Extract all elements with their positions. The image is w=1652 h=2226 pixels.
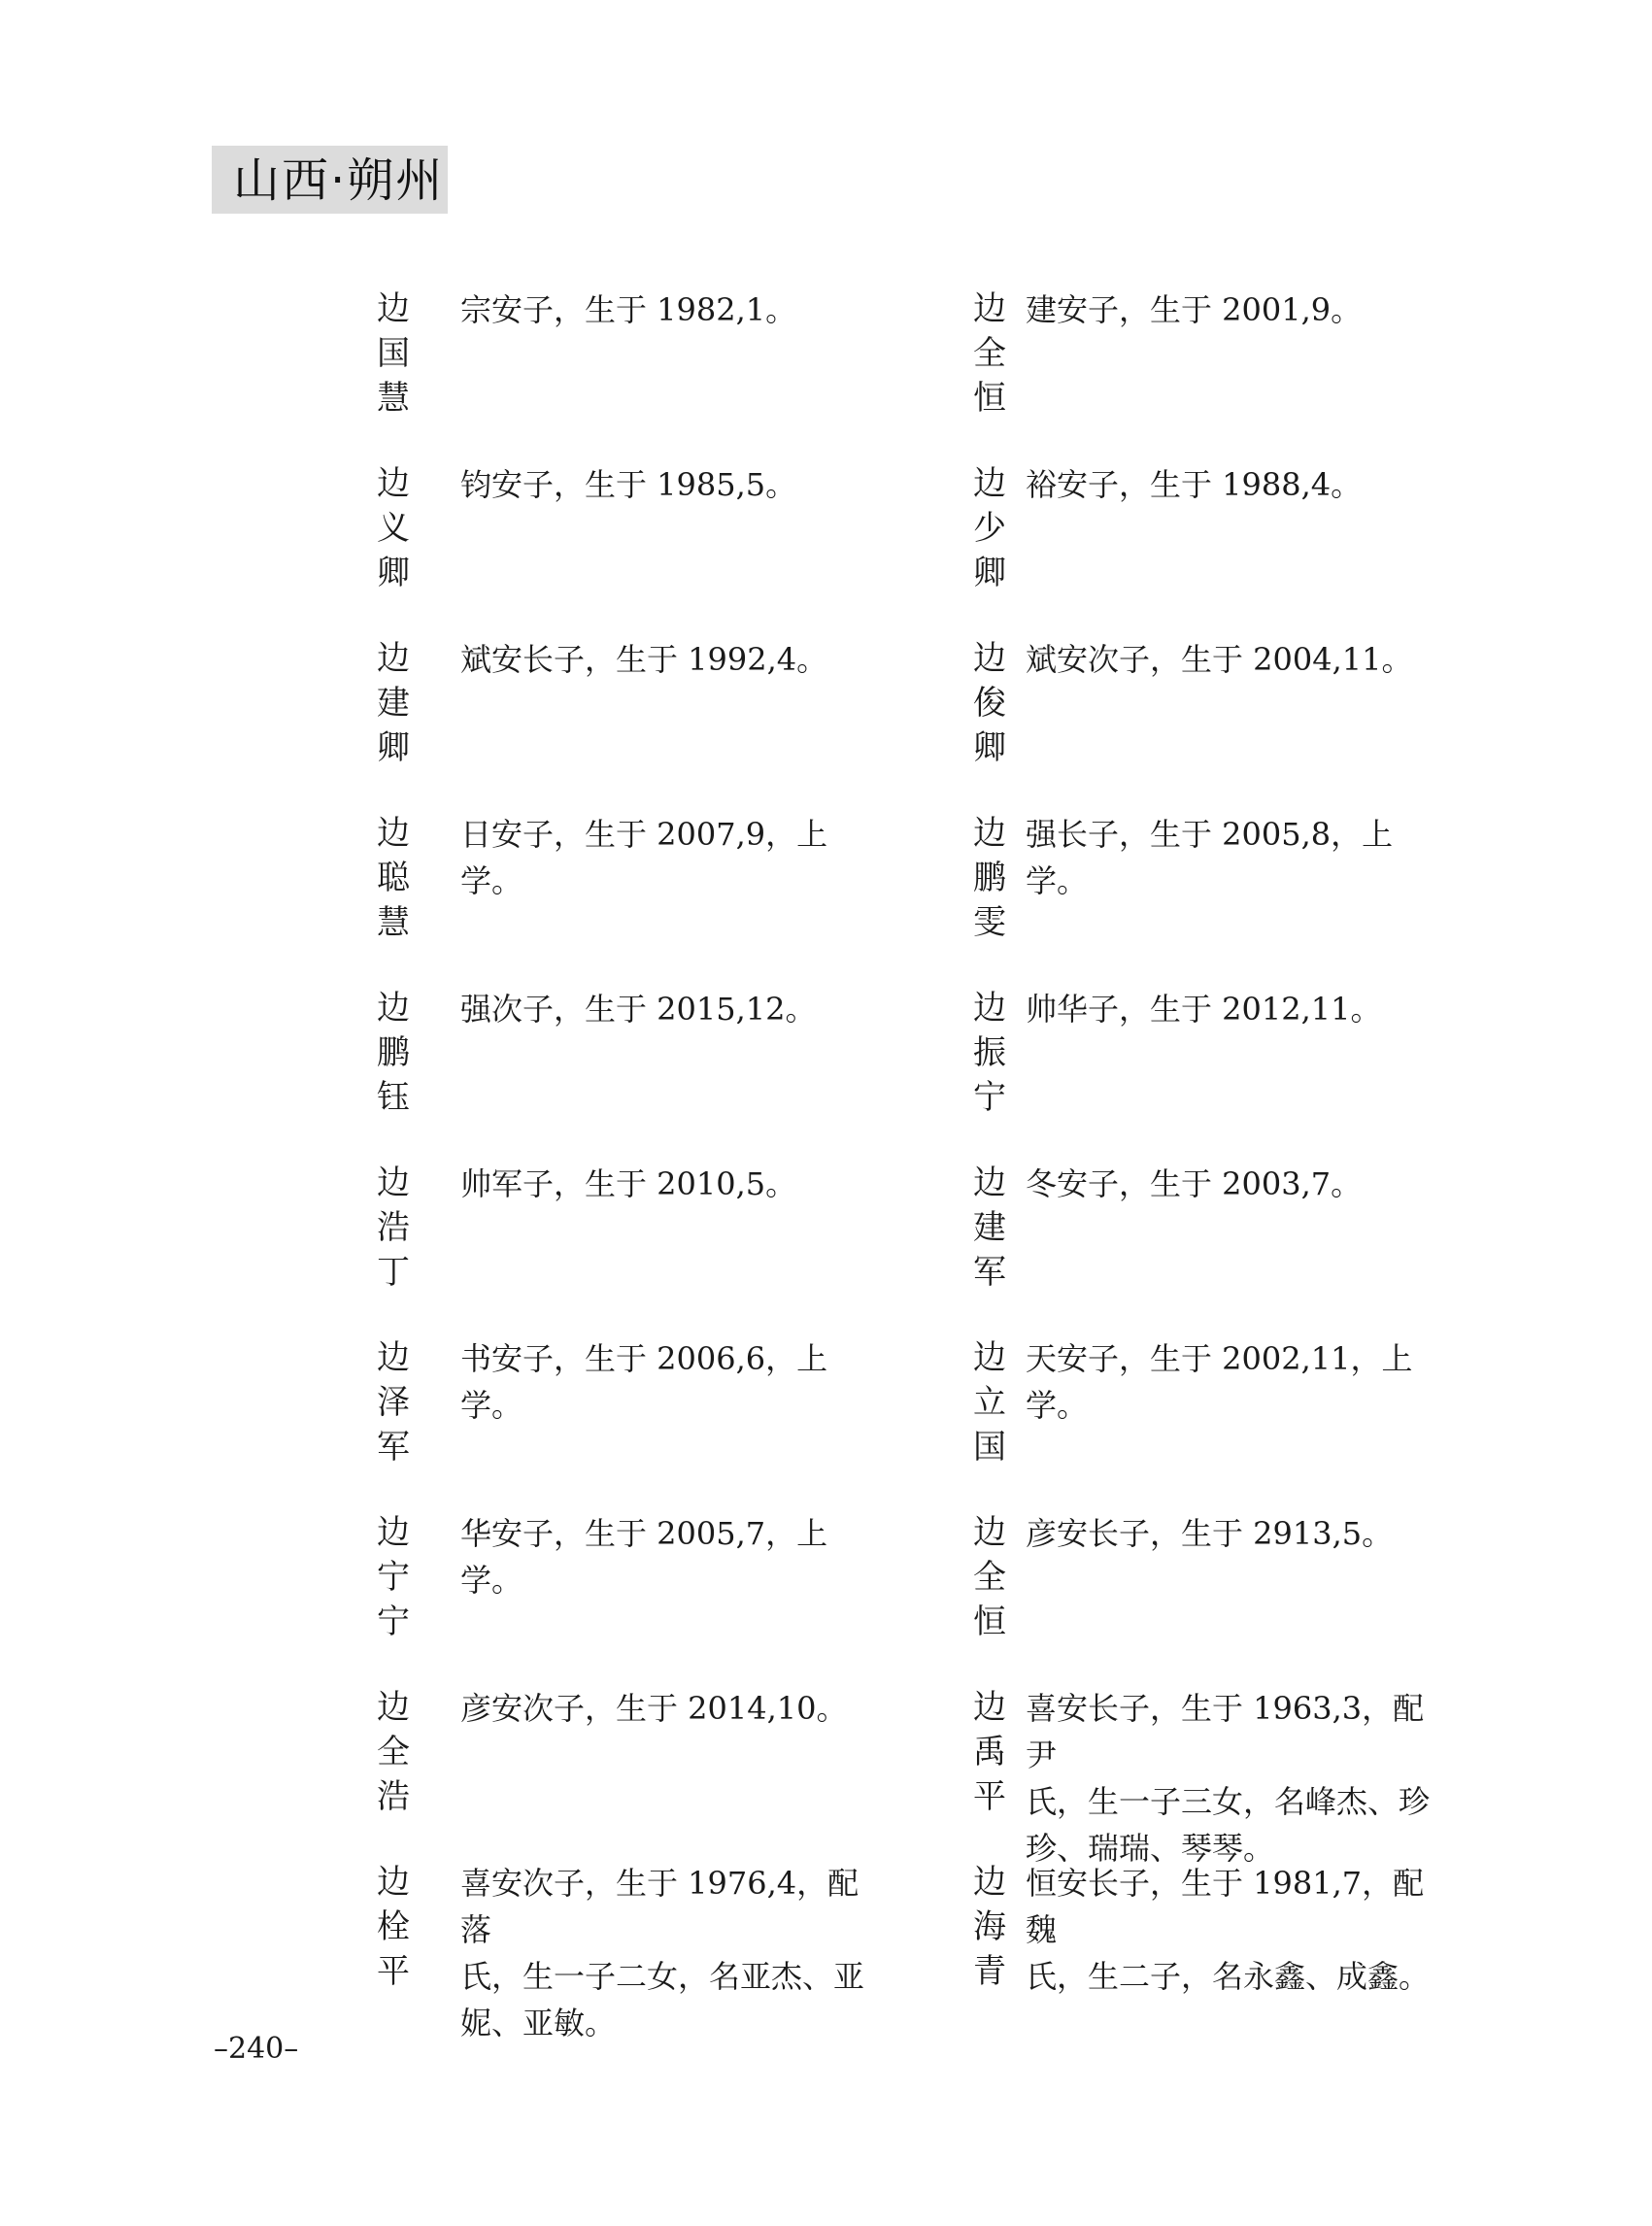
name-char: 建: [973, 1208, 1006, 1247]
name-char: 边: [973, 1863, 1006, 1902]
page-number: –240–: [214, 2032, 299, 2066]
name-char: 平: [973, 1777, 1006, 1816]
entry-description: 强次子，生于 2015,12。: [460, 991, 817, 1028]
name-char: 边: [377, 1164, 410, 1202]
name-char: 军: [973, 1253, 1006, 1292]
name-char: 平: [377, 1952, 410, 1991]
entry-description: 喜安次子，生于 1976,4，配落 氏，生一子二女，名亚杰、亚 妮、亚敏。: [460, 1865, 865, 2041]
name-char: 卿: [973, 728, 1006, 767]
name-char: 边: [973, 989, 1006, 1028]
entry-name-vertical: [965, 1685, 1014, 1819]
entry-name-vertical: [369, 636, 418, 770]
name-char: 卿: [973, 554, 1006, 592]
entry-name-vertical: [965, 1860, 1014, 1994]
page-header-title: 山西·朔州: [233, 153, 445, 208]
name-char: 泽: [377, 1383, 410, 1422]
entry-name-vertical: [965, 1161, 1014, 1295]
name-char: 边: [973, 289, 1006, 328]
name-char: 边: [973, 1688, 1006, 1727]
entry-name-vertical: [965, 1335, 1014, 1469]
name-char: 慧: [377, 379, 410, 418]
name-char: 国: [973, 1428, 1006, 1467]
name-char: 振: [973, 1033, 1006, 1072]
name-char: 钰: [377, 1078, 410, 1117]
name-char: 边: [973, 464, 1006, 503]
entry-name-vertical: [369, 986, 418, 1120]
name-char: 俊: [973, 684, 1006, 723]
entry-description: 钧安子，生于 1985,5。: [460, 466, 797, 503]
name-char: 浩: [377, 1777, 410, 1816]
name-char: 边: [973, 639, 1006, 678]
entry-name-vertical: [369, 1860, 418, 1994]
entry-description: 日安子，生于 2007,9，上学。: [460, 816, 828, 899]
entry-name-vertical: [965, 811, 1014, 945]
name-char: 边: [377, 289, 410, 328]
name-char: 全: [377, 1733, 410, 1771]
name-char: 全: [973, 334, 1006, 373]
name-char: 雯: [973, 903, 1006, 942]
name-char: 少: [973, 509, 1006, 548]
name-char: 鹏: [377, 1033, 410, 1072]
name-char: 边: [973, 1513, 1006, 1552]
entry-description: 冬安子，生于 2003,7。: [1026, 1165, 1363, 1202]
name-char: 边: [973, 1338, 1006, 1377]
entry-description: 宗安子，生于 1982,1。: [460, 291, 797, 328]
entry-description: 书安子，生于 2006,6，上学。: [460, 1340, 828, 1424]
name-char: 丁: [377, 1253, 410, 1292]
entry-description: 华安子，生于 2005,7，上学。: [460, 1515, 828, 1599]
entry-name-vertical: [965, 287, 1014, 421]
entry-name-vertical: [369, 1335, 418, 1469]
name-char: 建: [377, 684, 410, 723]
entry-name-vertical: [965, 636, 1014, 770]
entry-description: 喜安长子，生于 1963,3，配尹 氏，生一子三女，名峰杰、珍 珍、瑞瑞、琴琴。: [1026, 1690, 1431, 1867]
name-char: 边: [973, 1164, 1006, 1202]
entry-name-vertical: [369, 1685, 418, 1819]
name-char: 边: [973, 814, 1006, 853]
entry-description: 彦安长子，生于 2913,5。: [1026, 1515, 1394, 1552]
name-char: 义: [377, 509, 410, 548]
name-char: 国: [377, 334, 410, 373]
name-char: 卿: [377, 554, 410, 592]
name-char: 鹏: [973, 859, 1006, 897]
entry-name-vertical: [965, 1510, 1014, 1644]
name-char: 边: [377, 1513, 410, 1552]
entry-description: 彦安次子，生于 2014,10。: [460, 1690, 848, 1727]
entry-name-vertical: [369, 461, 418, 595]
entry-description: 裕安子，生于 1988,4。: [1026, 466, 1363, 503]
entry-description: 斌安次子，生于 2004,11。: [1026, 641, 1413, 678]
entry-name-vertical: [369, 811, 418, 945]
entry-name-vertical: [369, 1510, 418, 1644]
name-char: 青: [973, 1952, 1006, 1991]
entry-description: 恒安长子，生于 1981,7，配魏 氏，生二子，名永鑫、成鑫。: [1026, 1865, 1431, 1995]
name-char: 聪: [377, 859, 410, 897]
name-char: 宁: [377, 1602, 410, 1641]
name-char: 恒: [973, 1602, 1006, 1641]
name-char: 边: [377, 1338, 410, 1377]
entry-description: 强长子，生于 2005,8，上学。: [1026, 816, 1394, 899]
name-char: 全: [973, 1558, 1006, 1597]
name-char: 边: [377, 989, 410, 1028]
name-char: 军: [377, 1428, 410, 1467]
entry-name-vertical: [965, 986, 1014, 1120]
entry-description: 帅军子，生于 2010,5。: [460, 1165, 797, 1202]
entry-description: 建安子，生于 2001,9。: [1026, 291, 1363, 328]
entry-description: 斌安长子，生于 1992,4。: [460, 641, 828, 678]
name-char: 卿: [377, 728, 410, 767]
name-char: 边: [377, 1688, 410, 1727]
entry-name-vertical: [369, 287, 418, 421]
name-char: 边: [377, 639, 410, 678]
name-char: 边: [377, 464, 410, 503]
entry-description: 帅华子，生于 2012,11。: [1026, 991, 1382, 1028]
name-char: 栓: [377, 1907, 410, 1946]
name-char: 宁: [973, 1078, 1006, 1117]
entry-name-vertical: [369, 1161, 418, 1295]
name-char: 恒: [973, 379, 1006, 418]
name-char: 宁: [377, 1558, 410, 1597]
name-char: 浩: [377, 1208, 410, 1247]
name-char: 慧: [377, 903, 410, 942]
name-char: 边: [377, 814, 410, 853]
name-char: 边: [377, 1863, 410, 1902]
entry-name-vertical: [965, 461, 1014, 595]
name-char: 禹: [973, 1733, 1006, 1771]
name-char: 海: [973, 1907, 1006, 1946]
name-char: 立: [973, 1383, 1006, 1422]
entry-description: 天安子，生于 2002,11，上学。: [1026, 1340, 1413, 1424]
